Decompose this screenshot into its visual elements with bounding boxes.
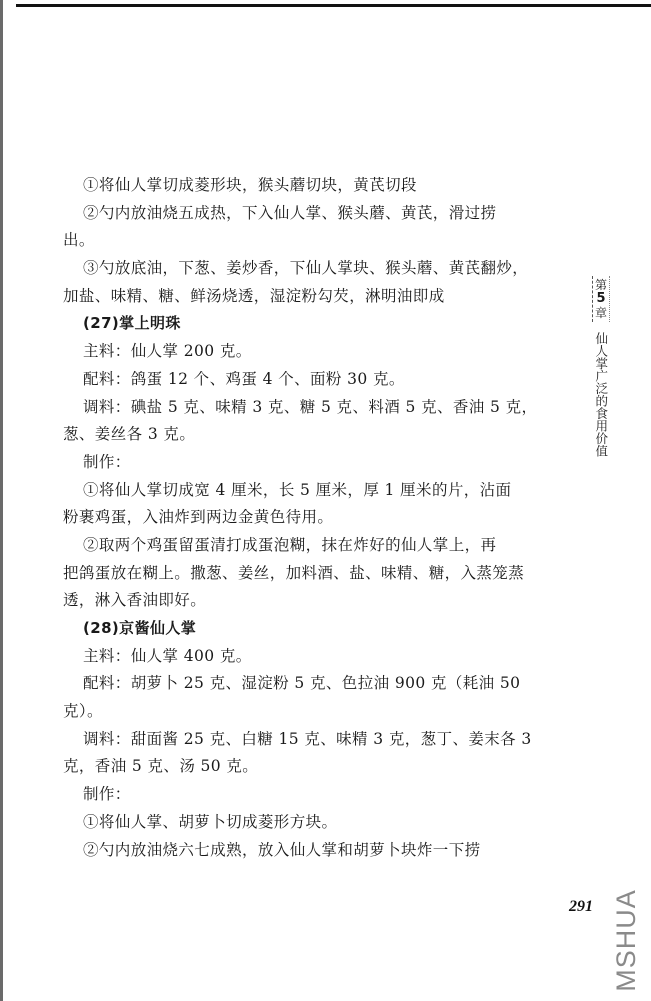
chapter-suffix: 章 (594, 306, 607, 320)
header-rule (16, 4, 651, 7)
step-line: ①将仙人掌切成宽 4 厘米，长 5 厘米，厚 1 厘米的片，沾面 (83, 480, 512, 499)
text-line: 出。 (63, 231, 95, 250)
recipe-heading: (28)京酱仙人掌 (83, 619, 197, 637)
step-line: ②取两个鸡蛋留蛋清打成蛋泡糊，抹在炸好的仙人掌上，再 (83, 535, 497, 554)
text-line: ②勺内放油烧五成热，下入仙人掌、猴头蘑、黄芪，滑过捞 (83, 203, 497, 222)
text-line: ①将仙人掌切成菱形块，猴头蘑切块，黄芪切段 (83, 176, 417, 194)
watermark-text: MSHUA (610, 888, 641, 992)
chapter-title: 仙人掌广泛的食用价值 (593, 332, 609, 457)
method-label: 制作： (83, 452, 131, 471)
text-line: 透，淋入香油即好。 (63, 591, 207, 610)
chapter-marker (592, 276, 610, 322)
chapter-prefix: 第 (594, 278, 607, 292)
text-line: 把鸽蛋放在糊上。撒葱、姜丝，加料酒、盐、味精、糖，入蒸笼蒸 (63, 563, 525, 582)
body-text (63, 172, 571, 864)
text-line: 粉裹鸡蛋，入油炸到两边金黄色待用。 (63, 508, 334, 527)
chapter-side-tab (591, 276, 611, 457)
text-line: 葱、姜丝各 3 克。 (63, 425, 196, 444)
watermark (606, 885, 646, 995)
main-ingredient-line: 主料：仙人掌 200 克。 (83, 342, 252, 361)
chapter-number: 5 (596, 291, 606, 306)
text-line: 克，香油 5 克、汤 50 克。 (63, 757, 259, 776)
side-ingredient-line: 配料：鸽蛋 12 个、鸡蛋 4 个、面粉 30 克。 (83, 369, 405, 388)
step-line: ①将仙人掌、胡萝卜切成菱形方块。 (83, 812, 338, 831)
text-line: 加盐、味精、糖、鲜汤烧透，湿淀粉勾芡，淋明油即成 (63, 286, 445, 305)
text-line: ③勺放底油，下葱、姜炒香，下仙人掌块、猴头蘑、黄芪翻炒， (83, 259, 529, 278)
seasoning-line: 调料：碘盐 5 克、味精 3 克、糖 5 克、料酒 5 克、香油 5 克， (83, 397, 538, 416)
seasoning-line: 调料：甜面酱 25 克、白糖 15 克、味精 3 克，葱丁、姜末各 3 (83, 729, 532, 748)
text-line: 克）。 (63, 702, 103, 721)
recipe-heading: (27)掌上明珠 (83, 314, 181, 333)
side-ingredient-line: 配料：胡萝卜 25 克、湿淀粉 5 克、色拉油 900 克（耗油 50 (83, 674, 521, 693)
method-label: 制作： (83, 785, 131, 804)
step-line: ②勺内放油烧六七成熟，放入仙人掌和胡萝卜块炸一下捞 (83, 840, 481, 859)
main-ingredient-line: 主料：仙人掌 400 克。 (83, 646, 252, 665)
scan-left-edge (0, 0, 3, 1001)
page-number: 291 (569, 898, 593, 915)
